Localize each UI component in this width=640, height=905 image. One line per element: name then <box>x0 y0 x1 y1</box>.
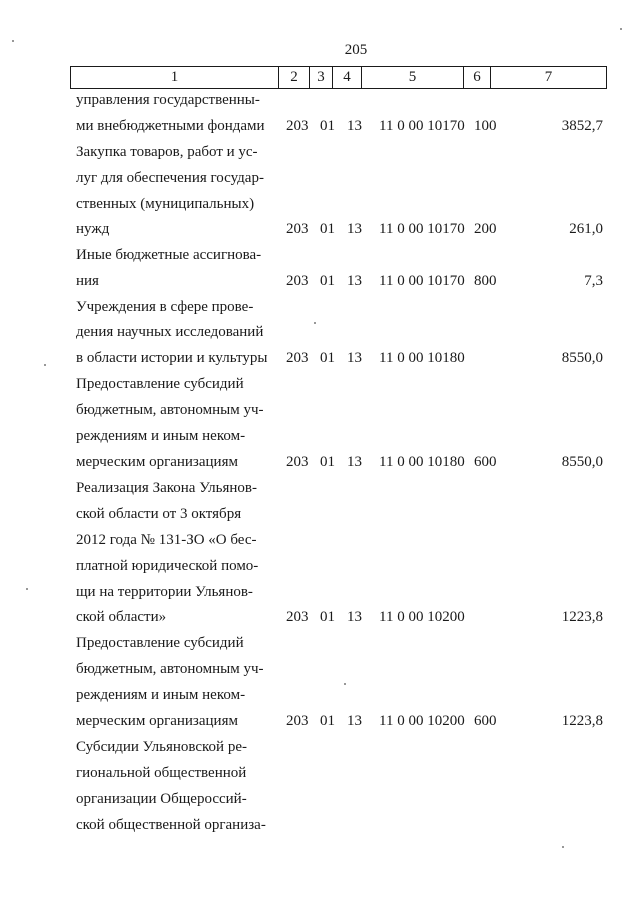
row-amount: 8550,0 <box>561 350 603 366</box>
desc-line: Учреждения в сфере прове- <box>76 299 254 315</box>
row-code-5: 11 0 00 10170 <box>379 221 465 237</box>
desc-line: реждениям и иным неком- <box>76 428 246 444</box>
desc-line: ской общественной организа- <box>76 817 266 833</box>
desc-line: бюджетным, автономным уч- <box>76 402 264 418</box>
desc-line: 2012 года № 131-ЗО «О бес- <box>76 532 257 548</box>
column-header-4: 4 <box>333 67 362 89</box>
desc-line: щи на территории Ульянов- <box>76 584 253 600</box>
row-amount: 7,3 <box>584 273 603 289</box>
desc-line: управления государственны- <box>76 92 260 108</box>
desc-line: бюджетным, автономным уч- <box>76 661 264 677</box>
scan-speck <box>344 683 346 685</box>
row-code-3: 01 <box>320 350 335 366</box>
row-code-2: 203 <box>286 273 309 289</box>
page-number: 205 <box>344 42 368 58</box>
row-code-4: 13 <box>347 350 362 366</box>
row-code-3: 01 <box>320 221 335 237</box>
column-header-table <box>70 66 607 89</box>
desc-line: Реализация Закона Ульянов- <box>76 480 257 496</box>
row-code-5: 11 0 00 10170 <box>379 118 465 134</box>
desc-line: ственных (муниципальных) <box>76 196 255 212</box>
row-code-3: 01 <box>320 118 335 134</box>
row-amount: 1223,8 <box>561 609 603 625</box>
desc-line: ния <box>76 273 99 289</box>
column-header-1: 1 <box>71 67 279 89</box>
column-header-3: 3 <box>310 67 333 89</box>
desc-line: организации Общероссий- <box>76 791 247 807</box>
scan-speck <box>562 846 564 848</box>
column-header-7: 7 <box>491 67 607 89</box>
column-header-5: 5 <box>362 67 464 89</box>
row-code-4: 13 <box>347 221 362 237</box>
scan-speck <box>314 322 316 324</box>
desc-line: реждениям и иным неком- <box>76 687 246 703</box>
row-code-2: 203 <box>286 609 309 625</box>
column-header-2: 2 <box>279 67 310 89</box>
row-code-4: 13 <box>347 118 362 134</box>
row-code-2: 203 <box>286 713 309 729</box>
desc-line: Иные бюджетные ассигнова- <box>76 247 262 263</box>
row-amount: 1223,8 <box>561 713 603 729</box>
row-code-6: 600 <box>474 713 497 729</box>
row-code-5: 11 0 00 10170 <box>379 273 465 289</box>
desc-line: Предоставление субсидий <box>76 635 244 651</box>
row-code-4: 13 <box>347 713 362 729</box>
row-code-6: 200 <box>474 221 497 237</box>
desc-line: дения научных исследований <box>76 324 264 340</box>
row-code-4: 13 <box>347 454 362 470</box>
row-code-4: 13 <box>347 609 362 625</box>
row-code-2: 203 <box>286 454 309 470</box>
row-code-6: 800 <box>474 273 497 289</box>
scan-speck <box>620 28 622 30</box>
row-code-2: 203 <box>286 118 309 134</box>
row-code-2: 203 <box>286 350 309 366</box>
row-amount: 8550,0 <box>561 454 603 470</box>
row-amount: 261,0 <box>569 221 603 237</box>
desc-line: платной юридической помо- <box>76 558 259 574</box>
desc-line: нужд <box>76 221 110 237</box>
row-code-6: 600 <box>474 454 497 470</box>
row-code-5: 11 0 00 10180 <box>379 350 465 366</box>
desc-line: Субсидии Ульяновской ре- <box>76 739 247 755</box>
row-code-5: 11 0 00 10200 <box>379 609 465 625</box>
scan-speck <box>26 588 28 590</box>
row-code-5: 11 0 00 10180 <box>379 454 465 470</box>
desc-line: Закупка товаров, работ и ус- <box>76 144 258 160</box>
desc-line: гиональной общественной <box>76 765 247 781</box>
row-code-3: 01 <box>320 454 335 470</box>
row-code-5: 11 0 00 10200 <box>379 713 465 729</box>
column-header-6: 6 <box>464 67 491 89</box>
desc-line: в области истории и культуры <box>76 350 268 366</box>
desc-line: ской области» <box>76 609 167 625</box>
row-code-3: 01 <box>320 273 335 289</box>
scan-speck <box>44 364 46 366</box>
desc-line: луг для обеспечения государ- <box>76 170 264 186</box>
scan-speck <box>12 40 14 42</box>
row-code-6: 100 <box>474 118 497 134</box>
desc-line: мерческим организациям <box>76 454 238 470</box>
row-code-2: 203 <box>286 221 309 237</box>
row-amount: 3852,7 <box>561 118 603 134</box>
desc-line: Предоставление субсидий <box>76 376 244 392</box>
column-header-row <box>71 67 607 89</box>
desc-line: ми внебюджетными фондами <box>76 118 265 134</box>
row-code-3: 01 <box>320 713 335 729</box>
desc-line: мерческим организациям <box>76 713 238 729</box>
row-code-3: 01 <box>320 609 335 625</box>
row-code-4: 13 <box>347 273 362 289</box>
desc-line: ской области от 3 октября <box>76 506 242 522</box>
